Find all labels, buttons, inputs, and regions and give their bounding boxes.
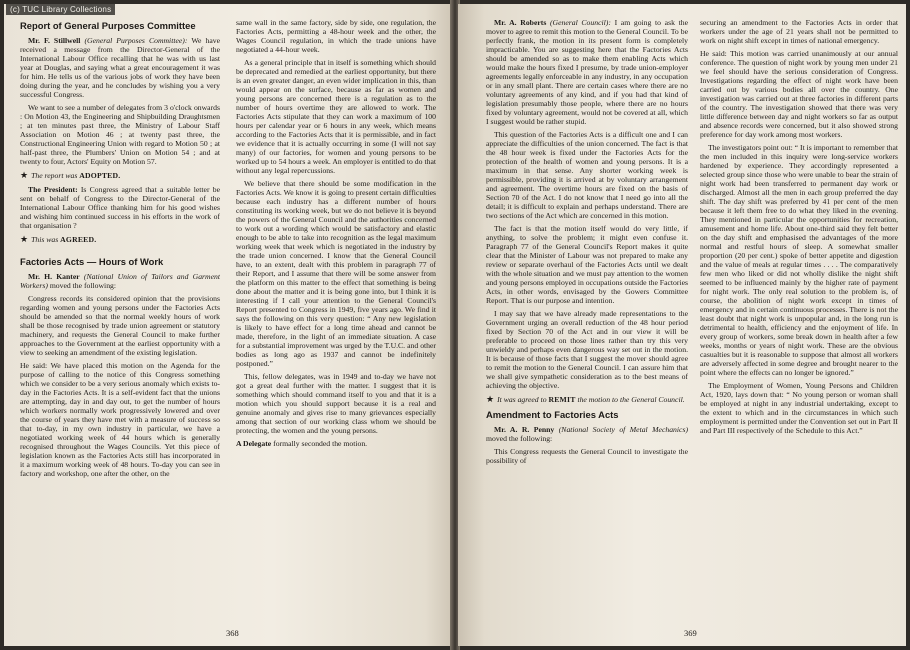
section-heading-amendment: Amendment to Factories Acts xyxy=(486,408,619,420)
mover-paragraph xyxy=(20,272,220,290)
resolution-keyword: REMIT xyxy=(548,395,576,404)
speaker-affiliation: (General Council): xyxy=(550,18,611,27)
paragraph-text: We have received a message from the Director-General of the International Labour Office recalling that he was with us last year at Douglas, and saying what a great encouragement it was for him. He tells us of the various jobs of work they have been doing during the year, and he concludes by wishing you a very successful Congress. xyxy=(20,36,220,99)
left-column-1 xyxy=(20,18,220,482)
moved-text: moved the following: xyxy=(49,281,117,291)
section-heading-gpc: Report of General Purposes Committee xyxy=(20,20,196,31)
star-icon: ★ xyxy=(20,233,29,244)
resolution-line xyxy=(486,394,688,405)
moved-text: moved the following: xyxy=(486,433,553,443)
speaker-name: Mr. A. Roberts xyxy=(494,18,547,27)
speaker-affiliation: (National Society of Metal Mechanics) xyxy=(558,424,688,434)
star-icon: ★ xyxy=(486,394,495,404)
president-paragraph xyxy=(20,185,220,230)
paragraph-text: Is Congress agreed that a suitable letter be sent on behalf of Congress to the Director-General of the International Labour Office thanking him for his good wishes and wishing him continued success in his efforts in the work of that organisation ? xyxy=(20,184,220,230)
resolution-label: This was xyxy=(31,234,59,244)
resolution-tail: the motion to the General Council. xyxy=(577,395,685,404)
speaker-name: The President: xyxy=(28,184,78,194)
paragraph: The fact is that the motion itself would do very little, if anything, to solve the problem; it might even confuse it. Paragraph 77 of the General Council's Report makes it quite clear that the Minister of Labour was not prepared to make any review or separate overhaul of the Factories Acts until we dealt with the whole situation and we must pay attention to the women and young persons employed in occupations outside the Factories Acts, in other words, envisaged by the Gowers Committee Report. That is our purpose and intention. xyxy=(486,224,688,305)
motion-text: This Congress requests the General Council to investigate the possibility of xyxy=(486,446,688,465)
roberts-paragraph xyxy=(486,18,688,126)
motion-text: Congress records its considered opinion that the provisions regarding women and young persons under the Factories Acts should be amended so that the normal weekly hours of work shall be those recognised by trade union agreement or statutory machinery, and requests the General Council to make further approaches to the Government at the earliest opportunity with a view to seeking an amendment of the existing legislation. xyxy=(20,294,220,358)
resolution-line xyxy=(20,170,220,181)
paragraph: This, fellow delegates, was in 1949 and to-day we have not got a great deal further with the matter. I suggest that it is something which should command itself to you and that it is a motion which you should support because it is a real and genuine anomaly and gives rise to many grievances especially among that section of our working class whom we should be protecting, the women and the young persons. xyxy=(236,372,436,435)
paragraph: This question of the Factories Acts is a difficult one and I can appreciate the difficulties of the union concerned. The fact is that the 48 hour week is fixed under the Factories Acts for the protection of the health of women and young persons. It is a maximum in that sense. Any shorter working week is permissible, providing it is arrived at by voluntary arrangement and agreement. The overtime hours are fixed on the basis of Section 70 of the Act. I do not know that I need go into all the detail; it is difficult to explain and perhaps understand. There are two sections of the Act which are concerned in this motion. xyxy=(486,130,688,220)
resolution-label: It was agreed to xyxy=(497,395,547,404)
star-icon: ★ xyxy=(20,170,29,180)
paragraph: He said: This motion was carried unanimously at our annual conference. The question of night work by young men under 21 we feel should have the serious consideration of Congress. Investigations regarding the effect of night work have been carried out by various bodies all over the country. One investigation was carried out at three factories in different parts of the country. The investigation showed that there was very little difference between day and night workers so far as output and absence records were concerned, but it also showed strong preference for day work among most workers. xyxy=(700,49,898,139)
resolution-keyword: AGREED. xyxy=(60,234,97,244)
section-heading-factories: Factories Acts — Hours of Work xyxy=(20,256,164,268)
stillwell-paragraph xyxy=(20,36,220,99)
seconder-text: formally seconded the motion. xyxy=(273,439,368,448)
left-column-2 xyxy=(236,18,436,452)
speaker-affiliation: (General Purposes Committee): xyxy=(84,36,188,45)
seconder-line xyxy=(236,439,436,448)
right-column-1 xyxy=(486,18,688,469)
speaker-name: Mr. H. Kanter xyxy=(28,272,80,282)
speaker-affiliation: (National Union of Tailors and Garment Workers) xyxy=(20,272,220,291)
left-page xyxy=(4,4,452,646)
paragraph-text: I am going to ask the mover to agree to remit this motion to the General Council. To be perfectly frank, the motion in its present form is completely impracticable. You are suggesting here that the Factories Acts should be amended so as to make them enabling Acts which would make the hours fixed I presume, by trade union-employer agreements legally enforceable in any industry, in any occupation or in any small plant. There are certain cases where there are no voluntary agreements of any kind, and if you had that kind of legislation presumably those people, where there are no hours fixed by voluntary agreement, would not be covered at all, which I suggest would be rather stupid. xyxy=(486,18,688,126)
paragraph: As a general principle that in itself is something which should be deprecated and remedied at the earliest opportunity, but there is an even greater danger, an even wider implication in this, than would appear on the surface, because as far as women and young persons are concerned there is a regulation as to the number of hours overtime they are allowed to work. The Factories Acts stipulate that they can work a maximum of 100 hours per calendar year or 6 hours in any week, which means according to the Factories Acts that it is permissible, and in fact we evidence that it is actually occurring in some (I will not say many) of our factories, for women and young persons to be worked up to 54 hours a week. An employer is entitled to do that without any legal repercussions. xyxy=(236,58,436,175)
paragraph: He said: We have placed this motion on the Agenda for the purpose of calling to the notice of this Congress something which we consider to be a very serious anomaly which exists to-day in the Factories Acts. It is a self-evident fact that the unions are attempting, day in and day out, to get the number of hours which workers normally work progressively lowered and over the course of years they have met with a measure of success so that to-day, in my own industry in particular, we have a negotiated working week of 44 hours which is generally recognised throughout the Wages Councils. Yet this piece of legislation known as the Factories Acts still has incorporated in it a maximum working week of 48 hours. To-day you can see in factory and workshop, one after the other, on the xyxy=(20,361,220,479)
spacer xyxy=(20,248,220,254)
paragraph: The Employment of Women, Young Persons and Children Act, 1920, lays down that: “ No young person or woman shall be employed at night in any industrial undertaking, except to the extent to which and in the circumstances in which such employment is permitted under the Convention set out in Part II and Part III respectively of the Schedule to this Act.” xyxy=(700,381,898,435)
copyright-watermark: (c) TUC Library Collections xyxy=(6,4,115,15)
speaker-name: Mr. A. R. Penny xyxy=(494,424,555,434)
speaker-name: A Delegate xyxy=(236,439,272,448)
paragraph: We want to see a number of delegates from 3 o'clock onwards : On Motion 43, the Engineering and Shipbuilding Draughtsmen ; at ten minutes past three, the Ministry of Labour Staff Association on Motion 46 ; at twenty past three, the Constructional Engineering Union with regard to Motion 50 ; at half-past three, the Plumbers' Union on Motion 54 ; and at twenty to four, Actors' Equity on Motion 57. xyxy=(20,103,220,166)
paragraph: We believe that there should be some modification in the Factories Acts. We know it is going to present certain difficulties because each industry has a different number of hours constituting its working week, but we do not believe it is beyond the powers of the General Council and the authorities concerned to work out a wording which would be satisfactory and elastic enough to be able to take into recognition as the legal maximum working week that week which is negotiated in the industry by the trade union concerned. I know that the General Council have, to an extent, dealt with this problem in paragraph 77 of their Report, and I assume that there will be some answer from the platform on this matter to the effect that something is being done about the matter and it is being gone into, but I think it is interesting if I call your attention to the General Council's Report presented to Congress in 1949, five years ago. We find it says the following on this very question: “ Any new legislation is likely to have effect for a long time ahead and cannot be made, therefore, in the light of an immediate situation. A case for a substantial improvement was urged by the T.U.C. and other bodies as long ago as 1937 and cannot be indefinitely postponed.” xyxy=(236,179,436,368)
paragraph: I may say that we have already made representations to the Government urging an overall reduction of the 48 hour period fixed by Section 70 of the Act and in our view it will be preferable to proceed on those lines rather than try this very unwieldy and perhaps even dangerous way set out in the motion. It is because of those facts that I suggest the mover should agree to remit the motion to the General Council. I can assure him that we shall give sympathetic consideration as to the best means of achieving the objective. xyxy=(486,309,688,390)
paragraph: same wall in the same factory, side by side, one regulation, the Factories Acts, permitting a 48-hour week and the other, the Wages Council regulation, in which the trade unions have negotiated a 44-hour week. xyxy=(236,18,436,54)
mover-paragraph xyxy=(486,425,688,443)
page-number: 368 xyxy=(226,628,239,638)
speaker-name: Mr. F. Stillwell xyxy=(28,36,81,45)
resolution-label: The report was xyxy=(31,171,78,180)
motion-continuation: securing an amendment to the Factories Acts in order that workers under the age of 21 years shall not be permitted to work on night shift except in times of national emergency. xyxy=(700,18,898,45)
page-number: 369 xyxy=(684,628,697,638)
resolution-keyword: ADOPTED. xyxy=(79,171,121,180)
resolution-line xyxy=(20,234,220,245)
right-page xyxy=(458,4,906,646)
right-column-2 xyxy=(700,18,898,439)
paragraph: The investigators point out: “ It is important to remember that the men included in this inquiry were long-service workers hardened by experience. They accordingly represented a selected group since those who were unable to bear the strain of night work had been transferred to permanent day work or discharged. Almost all the men in each group preferred the day shift. The day shift was preferred by 41 per cent of the men because it left them free to do what they liked in the evening. They mentioned in particular the opportunities for recreation, amusement and home life. About one-third said they felt better on the day shift and emphasised the advantages of the more normal and restful hours of sleep. A somewhat smaller proportion (20 per cent.) spoke of better appetite and digestion and the value of meals at regular times . . . . The comparatively few men who liked or did not wholly dislike the night shift seemed to be influenced mainly by the higher rate of payment for night work. The only real solution to the problem is, of course, the abolition of night work except in times of emergency and in certain continuous processes. There is not the least doubt that night work is unpopular and, in the long run is detrimental to health, efficiency and the enjoyment of life. In every group of workers, some break down in health after a few weeks, months or years of night work. These are the obvious casualties but it is reasonable to suppose that almost all workers are adversely affected in some degree and brought nearer to the point where the effects can no longer be ignored.” xyxy=(700,143,898,377)
